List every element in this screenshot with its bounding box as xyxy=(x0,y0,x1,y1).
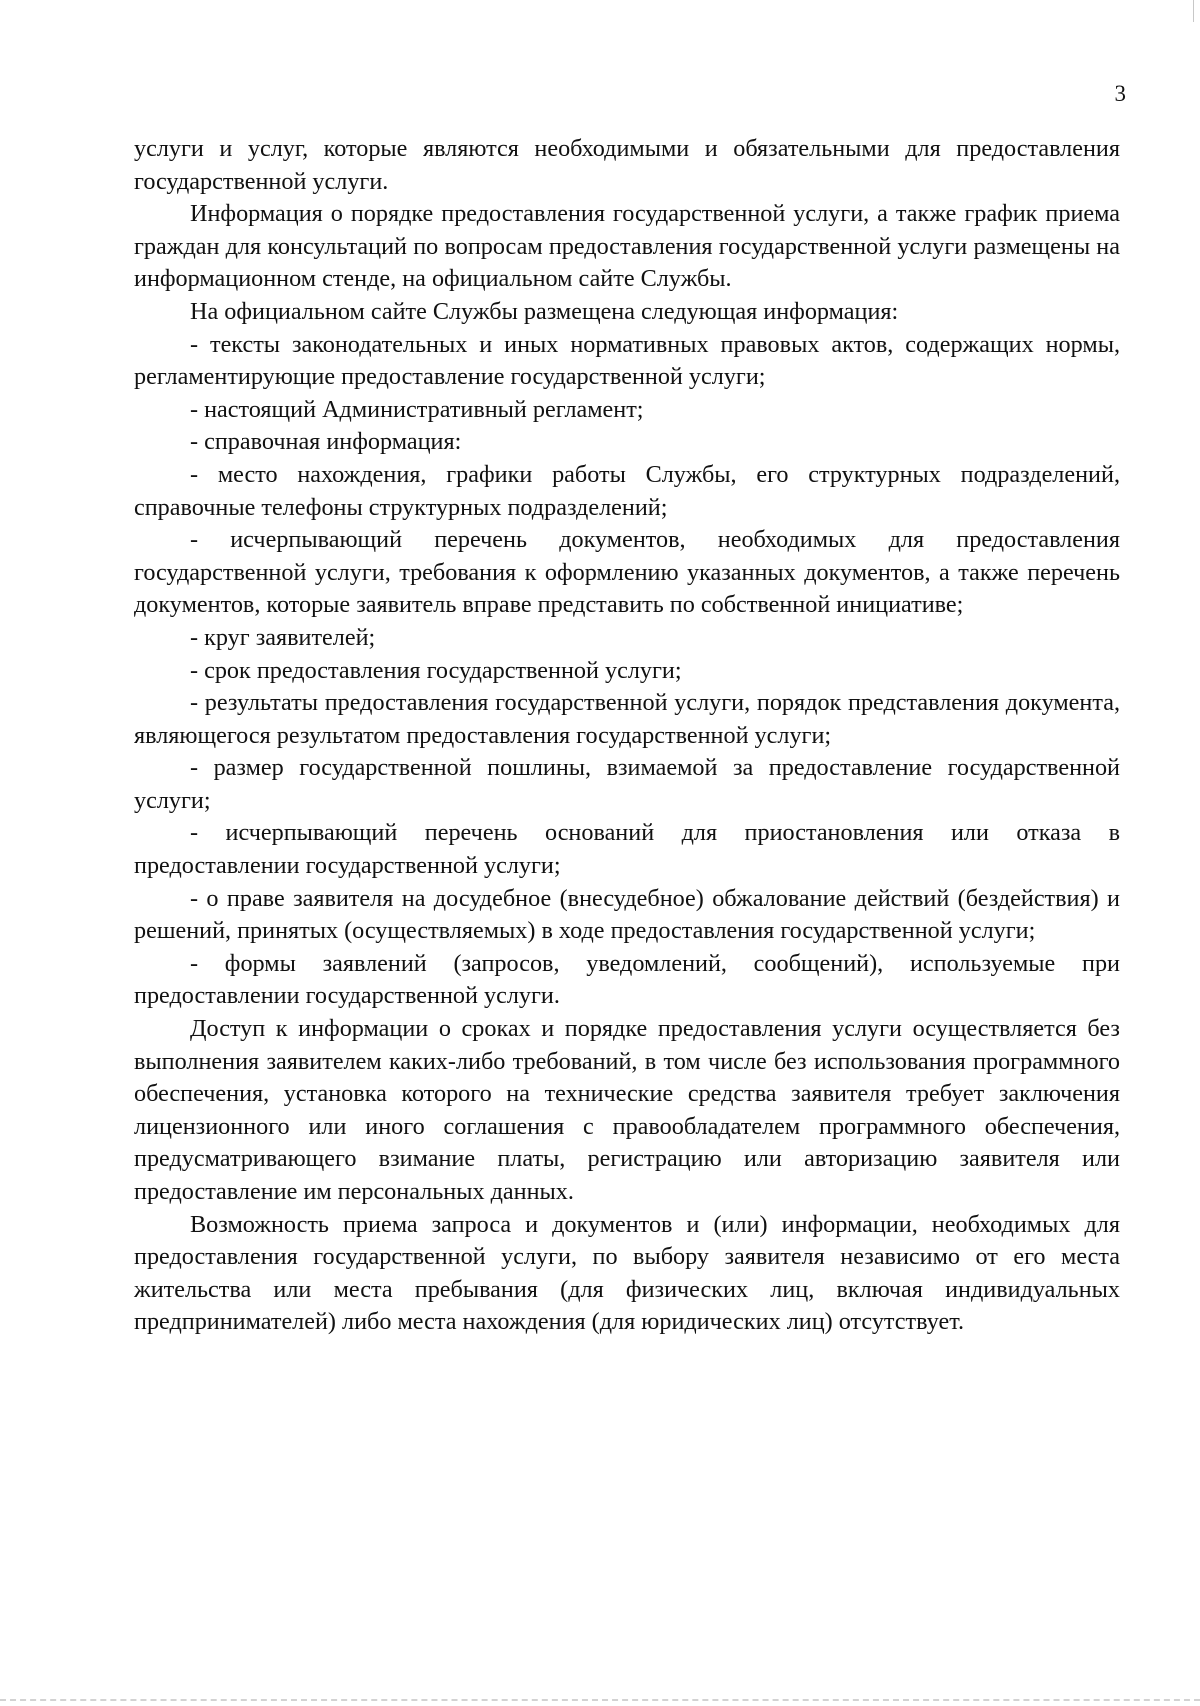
list-item: - срок предоставления государственной услуги; xyxy=(190,656,682,684)
paragraph: Доступ к информации о сроках и порядке предоставления услуги осуществляется без выполнения заявителем каких-либо требований, в том числе без использования программного обеспечения, установка которого на технические средства заявителя требует заключения лицензионного или иного соглашения с правообладателем программного обеспечения, предусматривающего взимание платы, регистрацию или авторизацию заявителя или предоставление им персональных данных. xyxy=(134,1015,1120,1205)
list-item: - исчерпывающий перечень документов, необходимых для предоставления государственной услуги, требования к оформлению указанных документов, а также перечень документов, которые заявитель вправе представить по собственной инициативе; xyxy=(134,526,1120,619)
list-item: - справочная информация: xyxy=(190,428,462,456)
paragraph: Информация о порядке предоставления государственной услуги, а также график приема граждан для консультаций по вопросам предоставления государственной услуги размещены на информационном стенде, на официальном сайте Службы. xyxy=(134,200,1120,293)
scan-edge-line xyxy=(0,1699,1200,1701)
list-item: - настоящий Административный регламент; xyxy=(190,395,644,423)
list-item: - место нахождения, графики работы Службы, его структурных подразделений, справочные телефоны структурных подразделений; xyxy=(134,460,1120,521)
list-item: - о праве заявителя на досудебное (внесудебное) обжалование действий (бездействия) и решений, принятых (осуществляемых) в ходе предоставления государственной услуги; xyxy=(134,884,1120,945)
list-item: - размер государственной пошлины, взимаемой за предоставление государственной услуги; xyxy=(134,754,1120,814)
paragraph: На официальном сайте Службы размещена следующая информация: xyxy=(190,297,899,325)
document-body xyxy=(134,133,1120,1339)
paragraph: Возможность приема запроса и документов и (или) информации, необходимых для предоставления государственной услуги, по выбору заявителя независимо от его места жительства или места пребывания (для физических лиц, включая индивидуальных предпринимателей) либо места нахождения (для юридических лиц) отсутствует. xyxy=(134,1210,1120,1336)
list-item: - исчерпывающий перечень оснований для приостановления или отказа в предоставлении государственной услуги; xyxy=(134,819,1120,880)
list-item: - круг заявителей; xyxy=(190,623,376,651)
list-item: - результаты предоставления государственной услуги, порядок представления документа, являющегося результатом предоставления государственной услуги; xyxy=(134,689,1120,749)
scan-edge-mark xyxy=(1193,0,1194,22)
list-item: - формы заявлений (запросов, уведомлений, сообщений), используемые при предоставлении государственной услуги. xyxy=(134,949,1120,1010)
paragraph: услуги и услуг, которые являются необходимыми и обязательными для предоставления государственной услуги. xyxy=(134,135,1120,195)
list-item: - тексты законодательных и иных нормативных правовых актов, содержащих нормы, регламентирующие предоставление государственной услуги; xyxy=(134,330,1120,391)
page-number: 3 xyxy=(1114,81,1126,106)
